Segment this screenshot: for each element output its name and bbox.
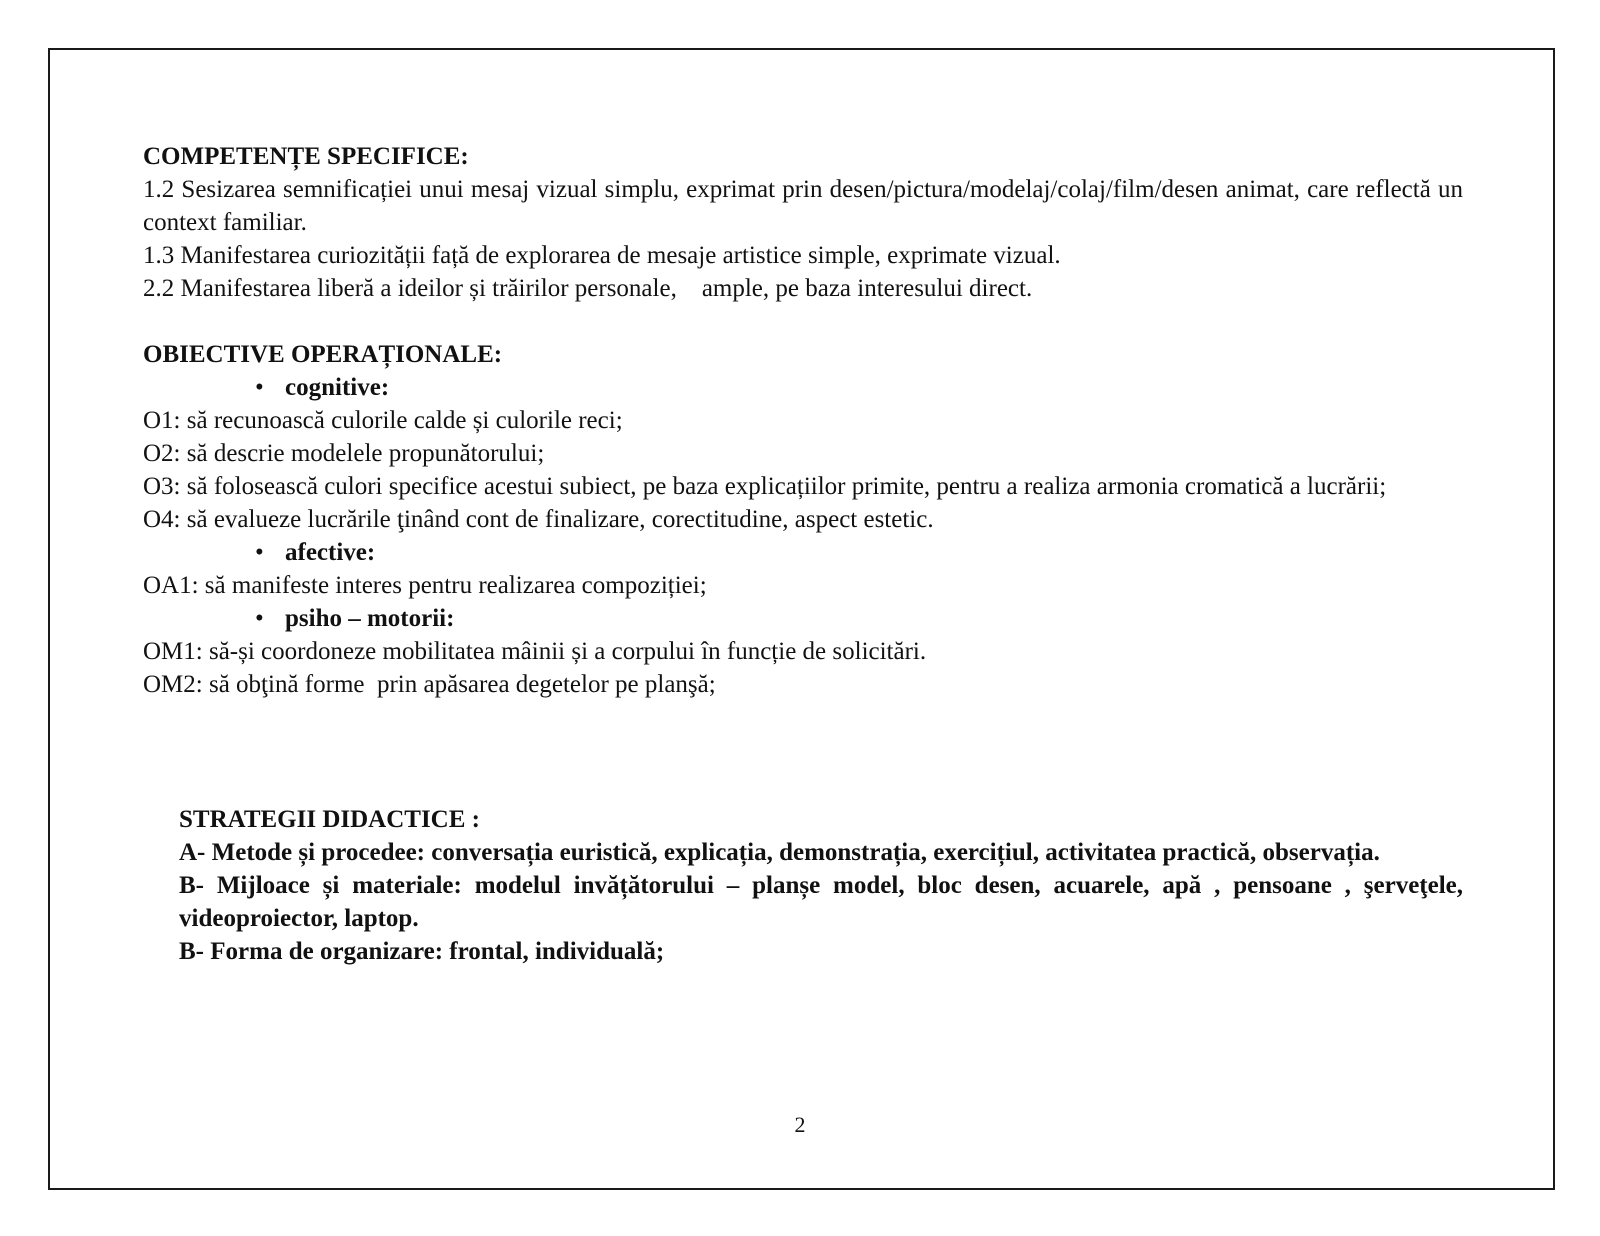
strategie-metode: A- Metode și procedee: conversația euristică, explicația, demonstrația, exercițiul, activitatea practică, observația. bbox=[179, 839, 1380, 866]
obiective-heading: OBIECTIVE OPERAȚIONALE: bbox=[143, 341, 503, 368]
competente-heading: COMPETENȚE SPECIFICE: bbox=[143, 143, 469, 170]
strategii-heading: STRATEGII DIDACTICE : bbox=[179, 806, 480, 833]
afective-label: afective: bbox=[285, 539, 376, 566]
objective-o3: O3: să folosească culori specifice acestui subiect, pe baza explicațiilor primite, pentru a realiza armonia cromatică a lucrării; bbox=[143, 473, 1387, 500]
bullet-icon: • bbox=[255, 605, 264, 632]
document-body bbox=[143, 140, 1463, 701]
strategii-section bbox=[179, 803, 1463, 968]
objective-oa1: OA1: să manifeste interes pentru realizarea compoziției; bbox=[143, 572, 707, 599]
objective-o4: O4: să evalueze lucrările ţinând cont de finalizare, corectitudine, aspect estetic. bbox=[143, 506, 934, 533]
strategie-mijloace: B- Mijloace și materiale: modelul invățătorului – planșe model, bloc desen, acuarele, apă , pensoane , şerveţele, videoproiector, laptop. bbox=[179, 872, 1463, 932]
objective-o2: O2: să descrie modelele propunătorului; bbox=[143, 440, 545, 467]
competenta-1-3: 1.3 Manifestarea curiozității față de explorarea de mesaje artistice simple, exprimate vizual. bbox=[143, 242, 1061, 269]
competenta-2-2: 2.2 Manifestarea liberă a ideilor și trăirilor personale, ample, pe baza interesului direct. bbox=[143, 275, 1033, 302]
bullet-psihomotorii bbox=[255, 602, 1463, 635]
objective-om1: OM1: să-și coordoneze mobilitatea mâinii și a corpului în funcție de solicitări. bbox=[143, 638, 927, 665]
objective-om2: OM2: să obţină forme prin apăsarea degetelor pe planşă; bbox=[143, 671, 716, 698]
bullet-icon: • bbox=[255, 539, 264, 566]
bullet-afective bbox=[255, 536, 1463, 569]
cognitive-label: cognitive: bbox=[285, 374, 390, 401]
psiho-label: psiho – motorii: bbox=[285, 605, 455, 632]
objective-o1: O1: să recunoască culorile calde și culorile reci; bbox=[143, 407, 623, 434]
strategie-organizare: B- Forma de organizare: frontal, individuală; bbox=[179, 938, 665, 965]
competenta-1-2: 1.2 Sesizarea semnificației unui mesaj vizual simplu, exprimat prin desen/pictura/modelaj/colaj/film/desen animat, care reflectă un context familiar. bbox=[143, 176, 1463, 236]
page-number: 2 bbox=[794, 1112, 806, 1137]
bullet-icon: • bbox=[255, 374, 264, 401]
bullet-cognitive bbox=[255, 371, 1463, 404]
